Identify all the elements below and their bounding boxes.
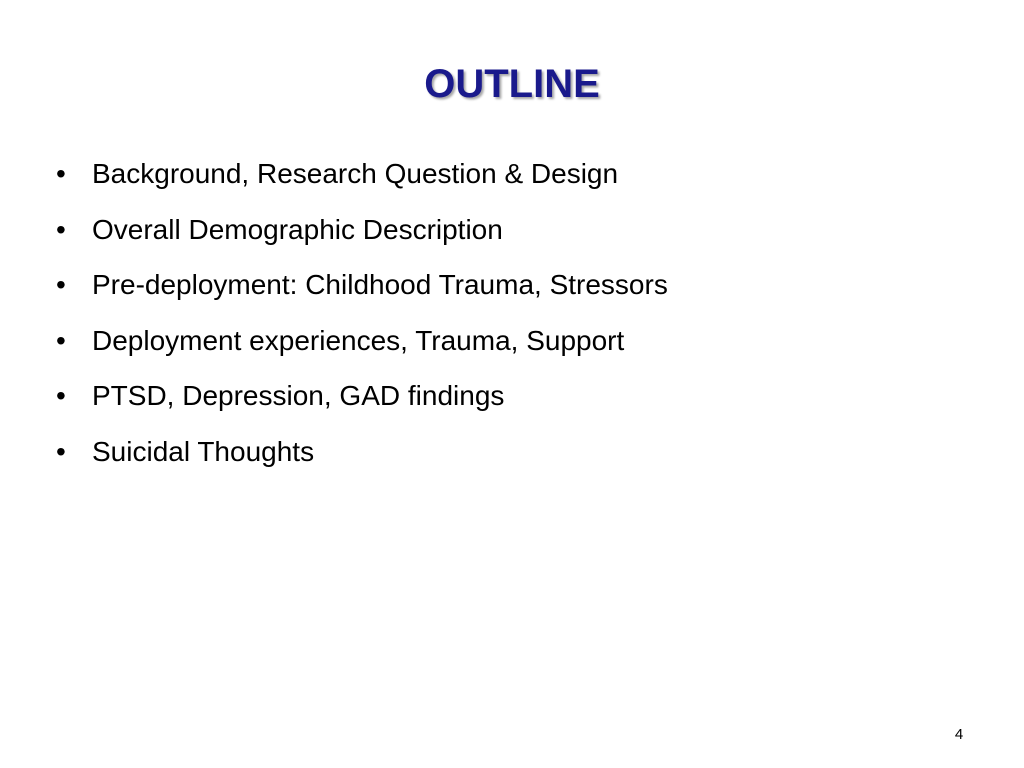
list-item-text: Deployment experiences, Trauma, Support (92, 324, 625, 356)
list-item (56, 317, 956, 373)
outline-list (56, 150, 956, 483)
list-item (56, 150, 956, 206)
list-item-text: Pre-deployment: Childhood Trauma, Stressors (92, 269, 668, 300)
list-item-text: Overall Demographic Description (92, 213, 503, 245)
bullet-icon: • (56, 213, 66, 245)
bullet-icon: • (56, 380, 66, 411)
list-item-text: Suicidal Thoughts (92, 435, 315, 467)
page-number: 4 (954, 726, 964, 743)
list-item (56, 428, 956, 484)
list-item (56, 261, 956, 317)
bullet-icon: • (56, 269, 66, 300)
bullet-icon: • (56, 158, 66, 189)
list-item (56, 206, 956, 262)
list-item (56, 372, 956, 428)
bullet-icon: • (56, 435, 66, 467)
list-item-text: Background, Research Question & Design (92, 158, 619, 189)
slide-title: OUTLINE (424, 62, 600, 106)
list-item-text: PTSD, Depression, GAD findings (92, 380, 505, 411)
bullet-icon: • (56, 324, 66, 356)
